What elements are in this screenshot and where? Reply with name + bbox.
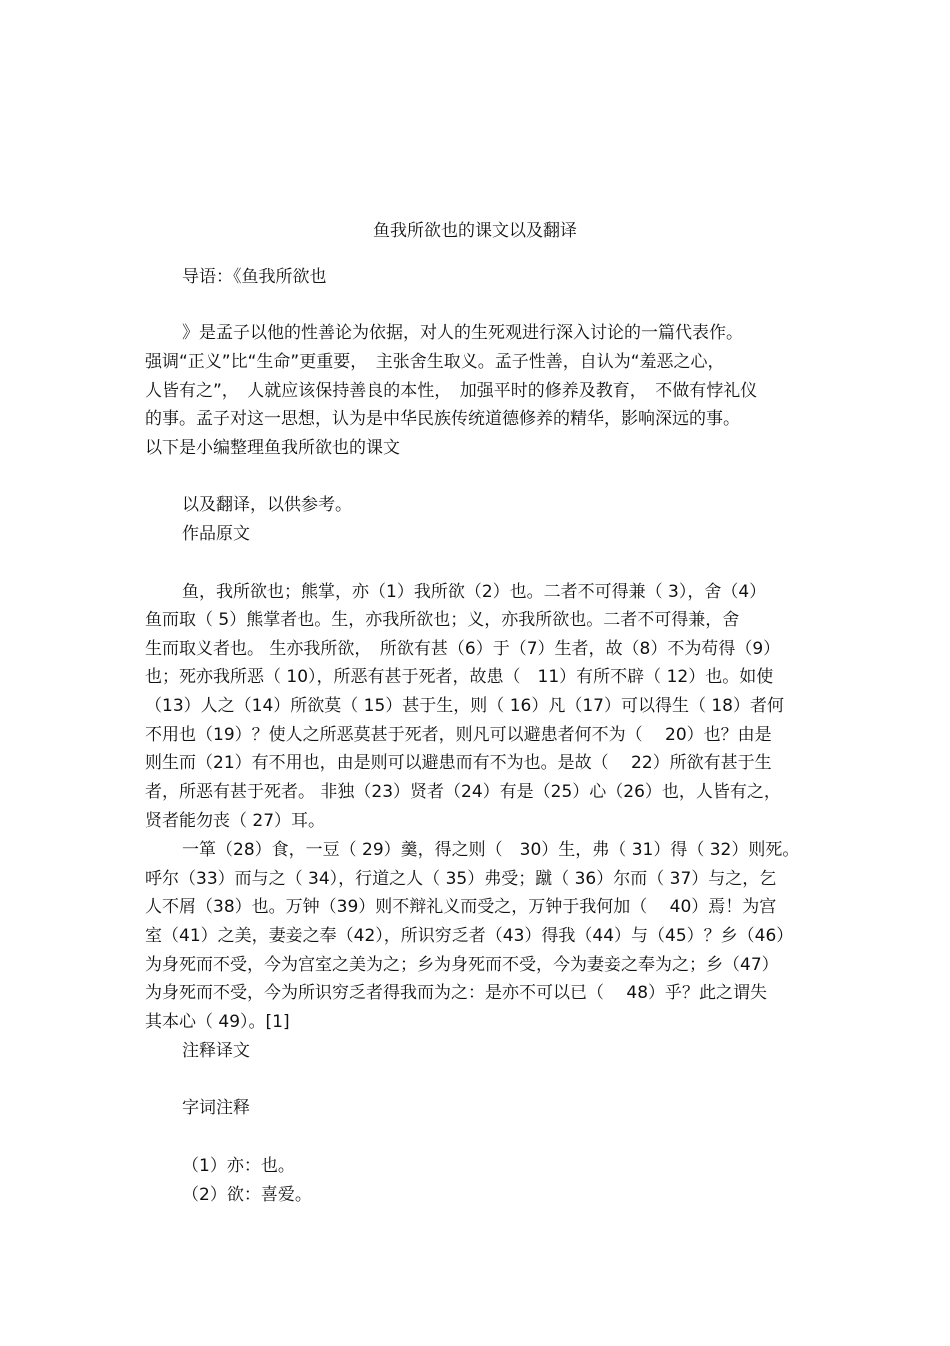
section-heading-word-notes: 字词注释	[182, 1098, 250, 1118]
intro-paragraph-line: 人皆有之”， 人就应该保持善良的本性， 加强平时的修养及教育， 不做有悖礼仪	[145, 381, 758, 401]
document-title: 鱼我所欲也的课文以及翻译	[373, 221, 577, 241]
original-text-line: 其本心（ 49）。[1]	[145, 1012, 290, 1032]
original-text-line: 生而取义者也。 生亦我所欲， 所欲有甚（6）于（7）生者，故（8）不为苟得（9）	[145, 639, 781, 659]
original-text-line: 也；死亦我所恶（ 10），所恶有甚于死者，故患（ 11）有所不辟（ 12）也。如使	[145, 667, 774, 687]
intro-first-line: 导语：《鱼我所欲也	[182, 267, 327, 287]
section-heading-original: 作品原文	[182, 524, 250, 544]
original-text-line: 为身死而不受，今为所识穷乏者得我而为之：是亦不可以已（ 48）乎？此之谓失	[145, 983, 768, 1003]
original-text-line: 不用也（19）？使人之所恶莫甚于死者，则凡可以避患者何不为（ 20）也？由是	[145, 725, 772, 745]
original-text-line: 贤者能勿丧（ 27）耳。	[145, 811, 326, 831]
original-text-line: 为身死而不受，今为宫室之美为之；乡为身死而不受，今为妻妾之奉为之；乡（47）	[145, 955, 779, 975]
original-text-line: 鱼，我所欲也；熊掌，亦（1）我所欲（2）也。二者不可得兼（ 3），舍（4）	[182, 582, 767, 602]
original-text-line: 则生而（21）有不用也，由是则可以避患而有不为也。是故（ 22）所欲有甚于生	[145, 753, 772, 773]
original-text-line: （13）人之（14）所欲莫（ 15）甚于生，则（ 16）凡（17）可以得生（ 18）者何	[145, 696, 785, 716]
original-text-line: 人不屑（38）也。万钟（39）则不辩礼义而受之，万钟于我何加（ 40）焉！为宫	[145, 897, 777, 917]
intro-paragraph-line: 的事。孟子对这一思想，认为是中华民族传统道德修养的精华，影响深远的事。	[145, 409, 740, 429]
original-text-line: 者，所恶有甚于死者。 非独（23）贤者（24）有是（25）心（26）也，人皆有之，	[145, 782, 781, 802]
section-heading-notes: 注释译文	[182, 1041, 250, 1061]
original-text-line: 鱼而取（ 5）熊掌者也。生，亦我所欲也；义，亦我所欲也。二者不可得兼，舍	[145, 610, 740, 630]
intro-paragraph-line: 以下是小编整理鱼我所欲也的课文	[145, 438, 400, 458]
intro-closing-line: 以及翻译，以供参考。	[182, 495, 352, 515]
original-text-line: 呼尔（33）而与之（ 34），行道之人（ 35）弗受；蹴（ 36）尔而（ 37）与之，乞	[145, 869, 777, 889]
intro-paragraph-line: 强调“正义”比“生命”更重要， 主张舍生取义。孟子性善，自认为“羞恶之心，	[145, 352, 725, 372]
intro-paragraph-line: 》是孟子以他的性善论为依据，对人的生死观进行深入讨论的一篇代表作。	[182, 323, 743, 343]
original-text-line: 室（41）之美，妻妾之奉（42），所识穷乏者（43）得我（44）与（45）？乡（46）	[145, 926, 794, 946]
original-text-line: 一箪（28）食，一豆（ 29）羹，得之则（ 30）生，弗（ 31）得（ 32）则死。	[182, 840, 800, 860]
note-item: （1）亦：也。	[182, 1156, 295, 1176]
note-item: （2）欲：喜爱。	[182, 1185, 312, 1205]
